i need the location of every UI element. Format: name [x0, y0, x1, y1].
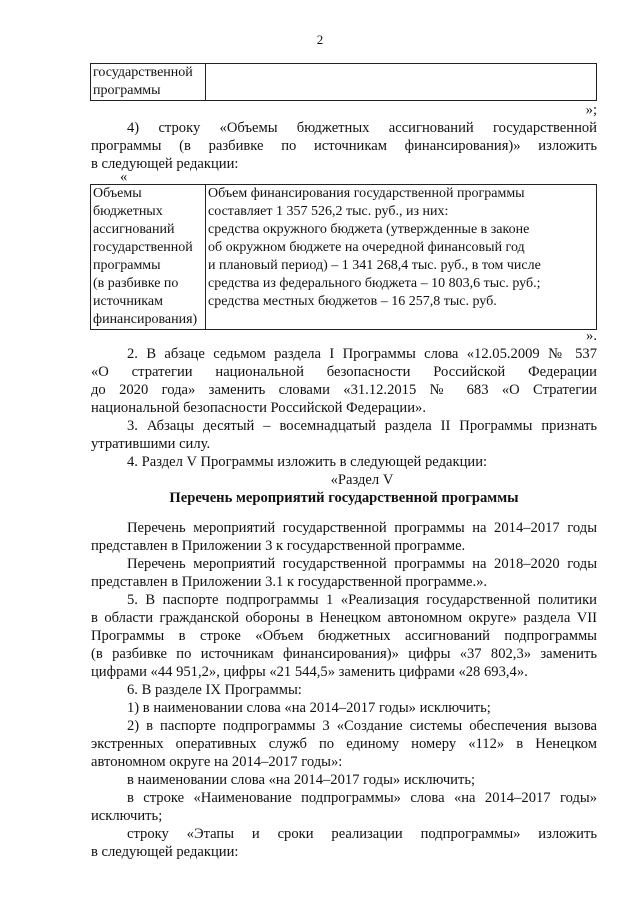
- table-line: составляет 1 357 526,2 тыс. руб., из них:: [208, 204, 449, 219]
- text-line: программы (в разбивке по источникам финансирования)» изложить: [91, 138, 597, 154]
- table-line: и плановый период) – 1 341 268,4 тыс. руб., в том числе: [208, 258, 541, 273]
- table-1: [90, 63, 597, 101]
- quote-open: «: [120, 169, 128, 185]
- sub-item-2: [91, 717, 597, 771]
- text-line: в области гражданской обороны в Ненецком автономном округе» раздела VII: [91, 610, 597, 626]
- text-line: национальной безопасности Российской Федерации».: [91, 400, 426, 416]
- quote-close: »;: [585, 102, 597, 118]
- text-line: представлен в Приложении 3 к государственной программе.: [91, 538, 466, 554]
- table-2-left-cell: [91, 185, 206, 330]
- paragraph-2: [91, 555, 597, 591]
- table-line: (в разбивке по: [93, 276, 179, 291]
- text-line: строку «Этапы и сроки реализации подпрограммы» изложить: [127, 826, 597, 842]
- table-line: средства местных бюджетов – 16 257,8 тыс. руб.: [208, 294, 497, 309]
- table-line: бюджетных: [93, 204, 163, 219]
- text-line: Программы в строке «Объем бюджетных ассигнований подпрограммы: [91, 628, 597, 644]
- text-line: утратившими силу.: [91, 436, 211, 452]
- text-line: исключить;: [91, 808, 163, 824]
- table-line: Объемы: [93, 186, 142, 201]
- table-line: программы: [93, 83, 161, 98]
- text-line: 5. В паспорте подпрограммы 1 «Реализация государственной политики: [127, 592, 597, 608]
- table-2-right-cell: [206, 185, 597, 330]
- text-line: Перечень мероприятий государственной программы на 2018–2020 годы: [127, 556, 597, 572]
- paragraph-1: [91, 519, 597, 555]
- text-line: в строке «Наименование подпрограммы» слова «на 2014–2017 годы»: [127, 790, 597, 806]
- text-line: (в разбивке по источникам финансирования)» цифры «37 802,3» заменить: [91, 646, 597, 662]
- text-line: до 2020 года» заменить словами «31.12.2015 № 683 «О Стратегии: [91, 382, 597, 398]
- text-line: 4) строку «Объемы бюджетных ассигнований государственной: [127, 120, 597, 136]
- table-line: Объем финансирования государственной программы: [208, 186, 525, 201]
- item-5: [91, 591, 597, 681]
- text-line: представлен в Приложении 3.1 к государственной программе.».: [91, 574, 488, 590]
- text-line: экстренных оперативных служб по единому номеру «112» в Ненецком: [91, 736, 597, 752]
- item-4b: 4. Раздел V Программы изложить в следующей редакции:: [127, 454, 488, 470]
- text-line: Перечень мероприятий государственной программы на 2014–2017 годы: [127, 520, 597, 536]
- page-number: 2: [316, 32, 324, 47]
- sub-item-2b: [91, 789, 597, 825]
- quote-close: ».: [586, 328, 597, 344]
- sub-item-1: 1) в наименовании слова «на 2014–2017 годы» исключить;: [127, 700, 491, 716]
- text-line: 3. Абзацы десятый – восемнадцатый раздела II Программы признать: [127, 418, 597, 434]
- text-line: 2) в паспорте подпрограммы 3 «Создание системы обеспечения вызова: [127, 718, 597, 734]
- section-title: «Раздел V: [330, 472, 394, 488]
- text-line: в следующей редакции:: [91, 156, 239, 172]
- table-line: программы: [93, 258, 161, 273]
- item-3: [91, 417, 597, 453]
- table-2: [90, 184, 597, 330]
- text-line: автономном округе на 2014–2017 годы»:: [91, 754, 343, 770]
- text-line: 2. В абзаце седьмом раздела I Программы слова «12.05.2009 № 537: [127, 346, 597, 362]
- table-line: финансирования): [93, 312, 198, 327]
- table-line: ассигнований: [93, 222, 175, 237]
- table-1-left-cell: [91, 64, 206, 101]
- table-1-right-cell: [206, 64, 597, 101]
- table-line: государственной: [93, 240, 193, 255]
- sub-item-2a: в наименовании слова «на 2014–2017 годы» исключить;: [127, 772, 476, 788]
- sub-item-2c: [91, 825, 597, 861]
- item-6: 6. В разделе IX Программы:: [127, 682, 302, 698]
- section-heading: Перечень мероприятий государственной программы: [169, 490, 519, 506]
- text-line: в следующей редакции:: [91, 844, 239, 860]
- table-line: источникам: [93, 294, 163, 309]
- text-line: цифрами «44 951,2», цифры «21 544,5» заменить цифрами «28 693,4».: [91, 664, 528, 680]
- table-line: государственной: [93, 65, 193, 80]
- table-line: об окружном бюджете на очередной финансовый год: [208, 240, 525, 255]
- table-line: средства из федерального бюджета – 10 803,6 тыс. руб.;: [208, 276, 541, 291]
- text-line: «О стратегии национальной безопасности Российской Федерации: [91, 364, 597, 380]
- table-line: средства окружного бюджета (утвержденные в законе: [208, 222, 530, 237]
- item-2: [91, 345, 597, 417]
- item-4: [91, 119, 597, 173]
